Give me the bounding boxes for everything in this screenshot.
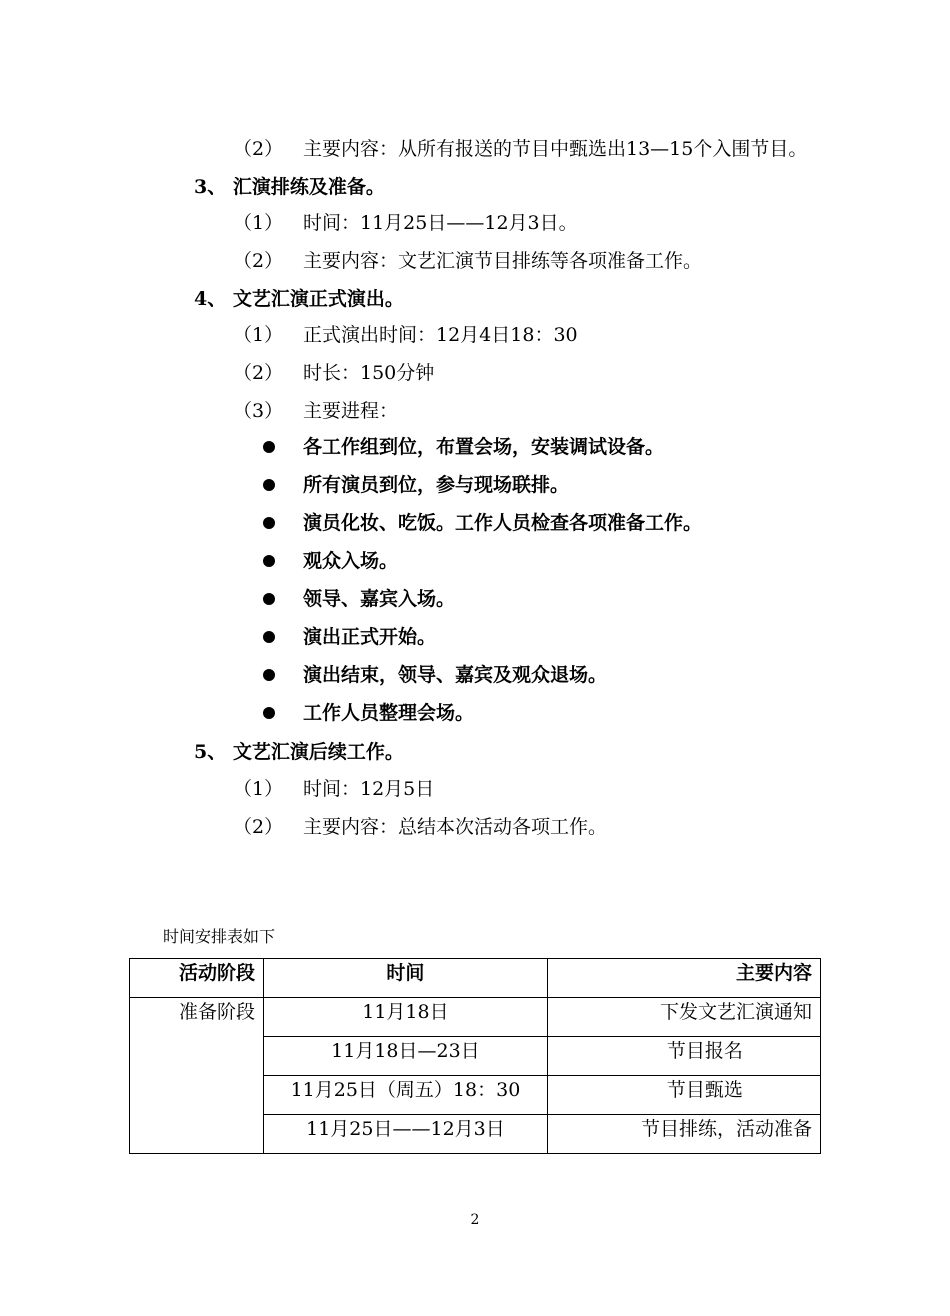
bullet-icon	[263, 555, 275, 567]
item-text: 主要内容：总结本次活动各项工作。	[303, 816, 608, 838]
bullet-icon	[263, 707, 275, 719]
item-marker: （3）	[233, 400, 284, 422]
bullet-text: 工作人员整理会场。	[303, 702, 475, 724]
bullet-icon	[263, 631, 275, 643]
bullet-text: 演出正式开始。	[303, 626, 437, 648]
bullet-text: 观众入场。	[303, 550, 399, 572]
time-cell: 11月18日	[264, 998, 548, 1037]
item-marker: （2）	[233, 816, 284, 838]
section-heading-5: 5、 文艺汇演后续工作。	[194, 741, 404, 763]
content-cell: 节目排练，活动准备	[547, 1115, 820, 1154]
item-text: 主要内容：文艺汇演节目排练等各项准备工作。	[303, 250, 703, 272]
bullet-icon	[263, 479, 275, 491]
bullet-icon	[263, 669, 275, 681]
table-row	[130, 998, 821, 1037]
table-header-row	[130, 959, 821, 998]
section-heading-3: 3、 汇演排练及准备。	[194, 176, 385, 198]
item-marker: （2）	[233, 138, 284, 160]
item-text: 正式演出时间：12月4日18：30	[303, 324, 578, 346]
item-text: 时间：12月5日	[303, 778, 435, 800]
bullet-text: 所有演员到位，参与现场联排。	[303, 474, 570, 496]
time-cell: 11月25日——12月3日	[264, 1115, 548, 1154]
bullet-text: 演出结束，领导、嘉宾及观众退场。	[303, 664, 608, 686]
content-cell: 下发文艺汇演通知	[547, 998, 820, 1037]
bullet-text: 演员化妆、吃饭。工作人员检查各项准备工作。	[303, 512, 703, 534]
item-text: 时长：150分钟	[303, 362, 435, 384]
schedule-table	[129, 958, 821, 1154]
time-cell: 11月18日—23日	[264, 1037, 548, 1076]
page-number: 2	[470, 1212, 480, 1228]
bullet-text: 领导、嘉宾入场。	[303, 588, 456, 610]
section-heading-4: 4、 文艺汇演正式演出。	[194, 288, 404, 310]
time-cell: 11月25日（周五）18：30	[264, 1076, 548, 1115]
header-content: 主要内容	[547, 959, 820, 998]
item-text: 时间：11月25日——12月3日。	[303, 212, 578, 234]
item-marker: （1）	[233, 324, 284, 346]
bullet-text: 各工作组到位，布置会场，安装调试设备。	[303, 436, 665, 458]
item-marker: （1）	[233, 778, 284, 800]
item-marker: （2）	[233, 362, 284, 384]
bullet-icon	[263, 441, 275, 453]
content-cell: 节目报名	[547, 1037, 820, 1076]
item-marker: （2）	[233, 250, 284, 272]
header-stage: 活动阶段	[130, 959, 264, 998]
content-cell: 节目甄选	[547, 1076, 820, 1115]
bullet-icon	[263, 517, 275, 529]
table-caption: 时间安排表如下	[163, 927, 276, 946]
item-text: 主要进程：	[303, 400, 399, 422]
header-time: 时间	[264, 959, 548, 998]
item-text: 主要内容：从所有报送的节目中甄选出13—15个入围节目。	[303, 138, 808, 160]
item-marker: （1）	[233, 212, 284, 234]
bullet-icon	[263, 593, 275, 605]
stage-cell: 准备阶段	[130, 998, 264, 1154]
